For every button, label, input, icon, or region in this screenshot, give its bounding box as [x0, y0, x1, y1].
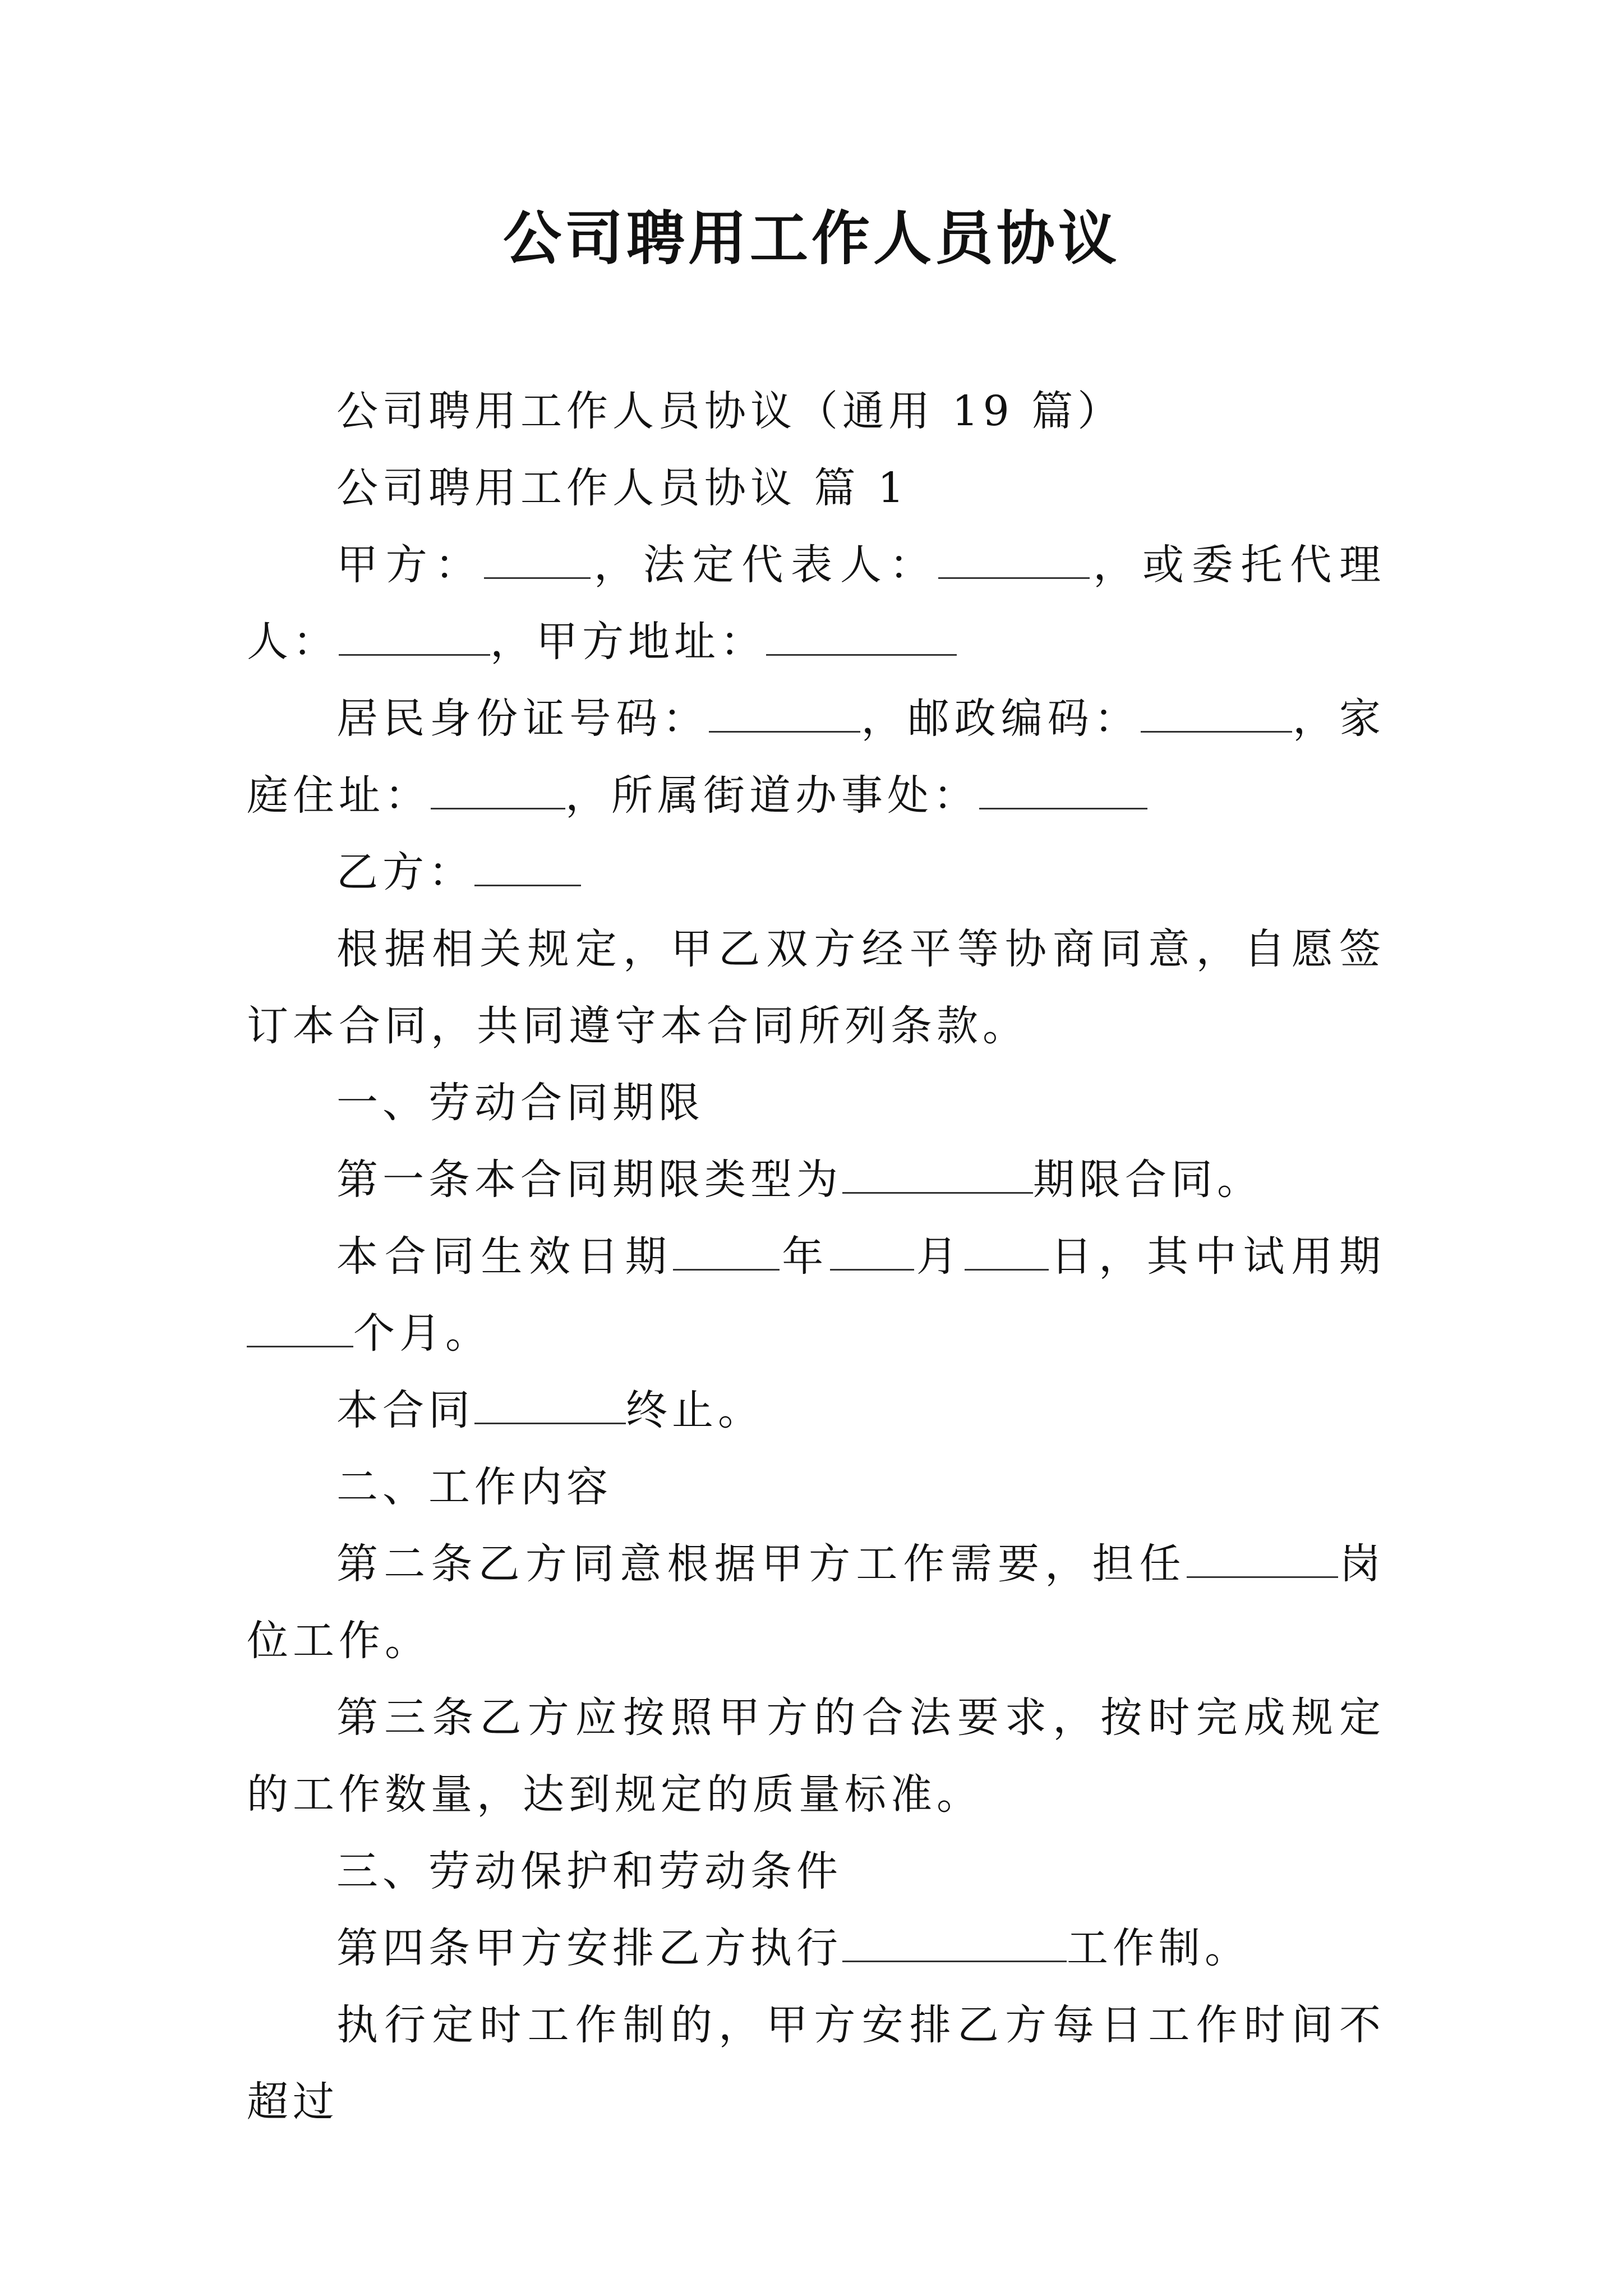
- id-paragraph: [247, 680, 1385, 834]
- id-number-label: 居民身份证号码：: [336, 694, 709, 743]
- termination-suffix: 终止。: [626, 1386, 764, 1434]
- address-label: ，甲方地址：: [490, 618, 766, 666]
- effective-date-paragraph: [247, 1218, 1385, 1372]
- month-blank: [830, 1230, 914, 1271]
- legal-rep-blank: [938, 538, 1090, 579]
- subtitle: 公司聘用工作人员协议（通用 19 篇）: [336, 387, 1124, 435]
- document-title: 公司聘用工作人员协议: [502, 204, 1120, 273]
- party-a-name-blank: [484, 538, 591, 579]
- heading-work-content: 二、工作内容: [336, 1463, 612, 1511]
- subdistrict-blank: [979, 769, 1147, 809]
- home-address-blank: [431, 769, 565, 809]
- party-b-label: 乙方：: [336, 848, 474, 896]
- article-4-text: 第四条甲方安排乙方执行: [336, 1924, 842, 1972]
- year-blank: [673, 1230, 780, 1271]
- agent-blank: [339, 615, 490, 656]
- contract-type-blank: [842, 1153, 1033, 1194]
- document-body: [247, 373, 1385, 2141]
- termination-paragraph: [247, 1372, 1385, 1449]
- agent-label: ，或委托代理人：: [247, 541, 1386, 666]
- day-blank: [965, 1230, 1049, 1271]
- party-b-blank: [474, 845, 581, 886]
- heading-contract-term: 一、劳动合同期限: [336, 1079, 704, 1127]
- heading-labor-protection: 三、劳动保护和劳动条件: [336, 1847, 842, 1895]
- party-a-paragraph: [247, 527, 1385, 680]
- section-heading: 公司聘用工作人员协议 篇 1: [336, 464, 909, 512]
- probation-label: 日，其中试用期: [1048, 1232, 1386, 1281]
- effective-date-label: 本合同生效日期: [336, 1232, 674, 1281]
- article-1: [247, 1142, 1385, 1218]
- intro-paragraph: 根据相关规定，甲乙双方经平等协商同意，自愿签订本合同，共同遵守本合同所列条款。: [247, 925, 1385, 1050]
- subdistrict-label: ，所属街道办事处：: [565, 771, 979, 820]
- month-label: 月: [914, 1232, 965, 1281]
- address-blank: [766, 615, 957, 656]
- party-a-label: 甲方：: [336, 541, 485, 589]
- postcode-blank: [1141, 692, 1292, 733]
- article-2: [247, 1526, 1385, 1680]
- article-2-text: 第二条乙方同意根据甲方工作需要，担任: [336, 1540, 1187, 1588]
- position-blank: [1187, 1537, 1338, 1578]
- article-1-text: 第一条本合同期限类型为: [336, 1156, 842, 1204]
- probation-blank: [247, 1306, 353, 1347]
- months-label: 个月。: [353, 1309, 491, 1358]
- postcode-label: ，邮政编码：: [860, 694, 1141, 743]
- work-system-blank: [842, 1921, 1067, 1962]
- termination-blank: [474, 1383, 626, 1424]
- year-label: 年: [780, 1232, 831, 1281]
- home-address-label: ，家庭住址：: [247, 694, 1386, 820]
- article-4-suffix: 工作制。: [1067, 1924, 1251, 1972]
- termination-label: 本合同: [336, 1386, 474, 1434]
- legal-rep-label: ，法定代表人：: [591, 541, 939, 589]
- last-line: 执行定时工作制的，甲方安排乙方每日工作时间不超过: [247, 2001, 1385, 2126]
- party-b-paragraph: [247, 834, 1385, 911]
- article-4: [247, 1910, 1385, 1987]
- article-2-suffix: 岗位工作。: [247, 1540, 1386, 1665]
- id-number-blank: [709, 692, 860, 733]
- article-1-suffix: 期限合同。: [1033, 1156, 1263, 1204]
- article-3: 第三条乙方应按照甲方的合法要求，按时完成规定的工作数量，达到规定的质量标准。: [247, 1694, 1385, 1819]
